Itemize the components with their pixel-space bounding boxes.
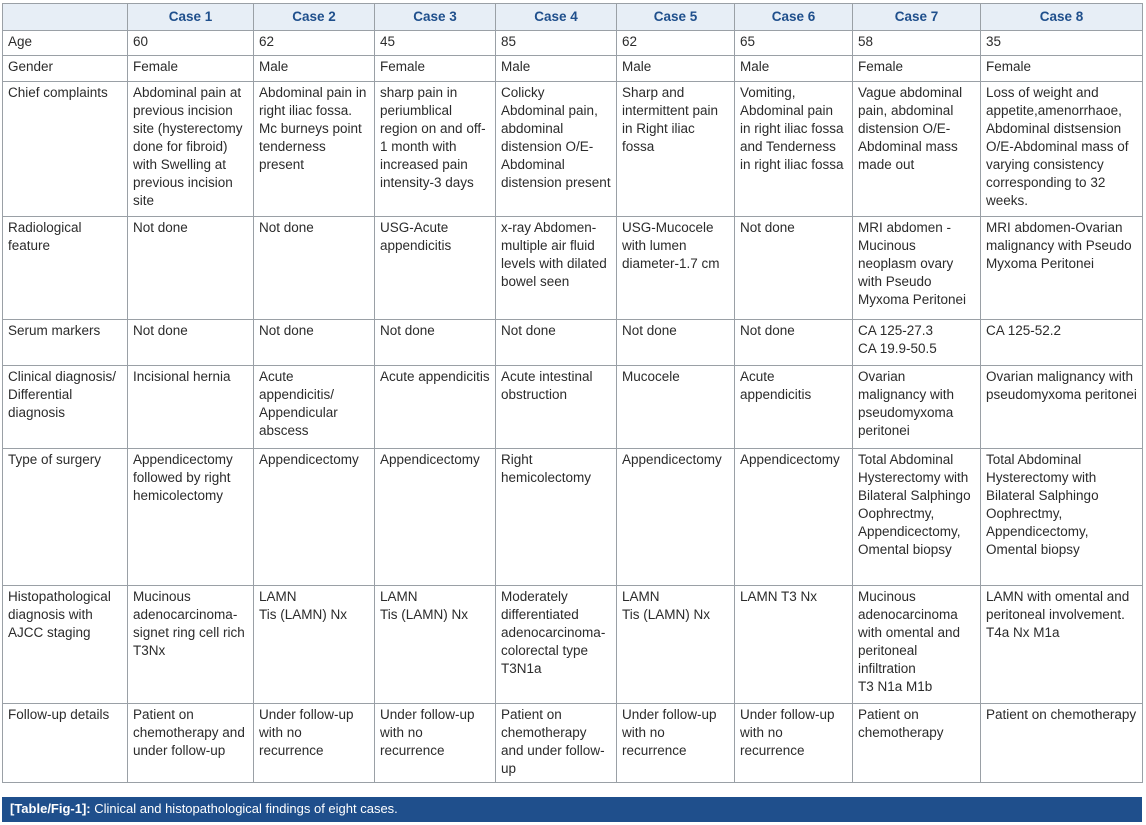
table-container — [2, 3, 1142, 783]
table-row-age — [3, 31, 1143, 56]
cell-age-case-6: 65 — [735, 31, 853, 56]
row-label-gender: Gender — [3, 56, 128, 82]
cell-chief-complaints-case-2: Abdominal pain in right iliac fossa. Mc burneys point tenderness present — [254, 82, 375, 217]
cell-radiological-feature-case-6: Not done — [735, 217, 853, 320]
cell-follow-up-details-case-3: Under follow-up with no recurrence — [375, 704, 496, 783]
cell-clinical-diagnosis-case-1: Incisional hernia — [128, 366, 254, 449]
cell-clinical-diagnosis-case-8: Ovarian malignancy with pseudomyxoma peritonei — [981, 366, 1143, 449]
cell-serum-markers-case-3: Not done — [375, 320, 496, 366]
cell-clinical-diagnosis-case-6: Acute appendicitis — [735, 366, 853, 449]
cell-serum-markers-case-8: CA 125-52.2 — [981, 320, 1143, 366]
cell-type-of-surgery-case-1: Appendicectomy followed by right hemicolectomy — [128, 449, 254, 586]
table-row-type-of-surgery — [3, 449, 1143, 586]
cell-follow-up-details-case-5: Under follow-up with no recurrence — [617, 704, 735, 783]
table-row-serum-markers — [3, 320, 1143, 366]
cell-histopathological-diagnosis-case-8: LAMN with omental and peritoneal involvement. T4a Nx M1a — [981, 586, 1143, 704]
table-caption — [2, 797, 1142, 822]
cell-follow-up-details-case-7: Patient on chemotherapy — [853, 704, 981, 783]
cell-chief-complaints-case-5: Sharp and intermittent pain in Right iliac fossa — [617, 82, 735, 217]
cell-chief-complaints-case-8: Loss of weight and appetite,amenorrhaoe, Abdominal distsension O/E-Abdominal mass of varying consistency corresponding to 32 weeks. — [981, 82, 1143, 217]
cell-radiological-feature-case-8: MRI abdomen-Ovarian malignancy with Pseudo Myxoma Peritonei — [981, 217, 1143, 320]
header-case-7: Case 7 — [853, 4, 981, 31]
cell-type-of-surgery-case-2: Appendicectomy — [254, 449, 375, 586]
cell-follow-up-details-case-8: Patient on chemotherapy — [981, 704, 1143, 783]
header-case-1: Case 1 — [128, 4, 254, 31]
header-case-5: Case 5 — [617, 4, 735, 31]
cell-histopathological-diagnosis-case-3: LAMN Tis (LAMN) Nx — [375, 586, 496, 704]
cell-age-case-5: 62 — [617, 31, 735, 56]
cell-chief-complaints-case-3: sharp pain in periumblical region on and off-1 month with increased pain intensity-3 days — [375, 82, 496, 217]
caption-text: Clinical and histopathological findings of eight cases. — [94, 801, 398, 816]
cell-follow-up-details-case-2: Under follow-up with no recurrence — [254, 704, 375, 783]
cell-gender-case-1: Female — [128, 56, 254, 82]
cell-gender-case-3: Female — [375, 56, 496, 82]
cell-serum-markers-case-1: Not done — [128, 320, 254, 366]
header-case-4: Case 4 — [496, 4, 617, 31]
header-case-8: Case 8 — [981, 4, 1143, 31]
cell-radiological-feature-case-3: USG-Acute appendicitis — [375, 217, 496, 320]
row-label-serum-markers: Serum markers — [3, 320, 128, 366]
cell-radiological-feature-case-2: Not done — [254, 217, 375, 320]
cell-gender-case-8: Female — [981, 56, 1143, 82]
cell-serum-markers-case-2: Not done — [254, 320, 375, 366]
findings-table — [2, 3, 1143, 783]
caption-label: [Table/Fig-1]: — [10, 801, 91, 816]
table-row-gender — [3, 56, 1143, 82]
cell-serum-markers-case-4: Not done — [496, 320, 617, 366]
table-body — [3, 31, 1143, 783]
cell-histopathological-diagnosis-case-2: LAMN Tis (LAMN) Nx — [254, 586, 375, 704]
header-row — [3, 4, 1143, 31]
cell-histopathological-diagnosis-case-1: Mucinous adenocarcinoma-signet ring cell rich T3Nx — [128, 586, 254, 704]
cell-histopathological-diagnosis-case-6: LAMN T3 Nx — [735, 586, 853, 704]
table-row-histopathological-diagnosis — [3, 586, 1143, 704]
cell-histopathological-diagnosis-case-7: Mucinous adenocarcinoma with omental and peritoneal infiltration T3 N1a M1b — [853, 586, 981, 704]
row-label-histopathological-diagnosis: Histopathological diagnosis with AJCC staging — [3, 586, 128, 704]
cell-serum-markers-case-7: CA 125-27.3 CA 19.9-50.5 — [853, 320, 981, 366]
cell-age-case-1: 60 — [128, 31, 254, 56]
cell-gender-case-2: Male — [254, 56, 375, 82]
header-case-2: Case 2 — [254, 4, 375, 31]
cell-radiological-feature-case-7: MRI abdomen -Mucinous neoplasm ovary with Pseudo Myxoma Peritonei — [853, 217, 981, 320]
cell-age-case-8: 35 — [981, 31, 1143, 56]
cell-clinical-diagnosis-case-3: Acute appendicitis — [375, 366, 496, 449]
cell-type-of-surgery-case-4: Right hemicolectomy — [496, 449, 617, 586]
cell-serum-markers-case-6: Not done — [735, 320, 853, 366]
cell-clinical-diagnosis-case-4: Acute intestinal obstruction — [496, 366, 617, 449]
row-label-chief-complaints: Chief complaints — [3, 82, 128, 217]
cell-gender-case-5: Male — [617, 56, 735, 82]
cell-radiological-feature-case-4: x-ray Abdomen-multiple air fluid levels with dilated bowel seen — [496, 217, 617, 320]
cell-serum-markers-case-5: Not done — [617, 320, 735, 366]
cell-histopathological-diagnosis-case-4: Moderately differentiated adenocarcinoma-colorectal type T3N1a — [496, 586, 617, 704]
cell-chief-complaints-case-1: Abdominal pain at previous incision site (hysterectomy done for fibroid) with Swelling at previous incision site — [128, 82, 254, 217]
cell-radiological-feature-case-5: USG-Mucocele with lumen diameter-1.7 cm — [617, 217, 735, 320]
cell-type-of-surgery-case-5: Appendicectomy — [617, 449, 735, 586]
header-case-3: Case 3 — [375, 4, 496, 31]
header-corner — [3, 4, 128, 31]
cell-chief-complaints-case-6: Vomiting, Abdominal pain in right iliac fossa and Tenderness in right iliac fossa — [735, 82, 853, 217]
cell-gender-case-6: Male — [735, 56, 853, 82]
cell-type-of-surgery-case-6: Appendicectomy — [735, 449, 853, 586]
cell-chief-complaints-case-4: Colicky Abdominal pain, abdominal distension O/E-Abdominal distension present — [496, 82, 617, 217]
header-case-6: Case 6 — [735, 4, 853, 31]
table-row-radiological-feature — [3, 217, 1143, 320]
cell-radiological-feature-case-1: Not done — [128, 217, 254, 320]
cell-age-case-3: 45 — [375, 31, 496, 56]
table-row-clinical-diagnosis — [3, 366, 1143, 449]
cell-clinical-diagnosis-case-7: Ovarian malignancy with pseudomyxoma peritonei — [853, 366, 981, 449]
cell-gender-case-7: Female — [853, 56, 981, 82]
cell-clinical-diagnosis-case-2: Acute appendicitis/ Appendicular abscess — [254, 366, 375, 449]
cell-histopathological-diagnosis-case-5: LAMN Tis (LAMN) Nx — [617, 586, 735, 704]
cell-follow-up-details-case-1: Patient on chemotherapy and under follow-up — [128, 704, 254, 783]
cell-age-case-2: 62 — [254, 31, 375, 56]
row-label-age: Age — [3, 31, 128, 56]
cell-follow-up-details-case-4: Patient on chemotherapy and under follow-up — [496, 704, 617, 783]
row-label-radiological-feature: Radiological feature — [3, 217, 128, 320]
cell-clinical-diagnosis-case-5: Mucocele — [617, 366, 735, 449]
cell-age-case-4: 85 — [496, 31, 617, 56]
cell-gender-case-4: Male — [496, 56, 617, 82]
row-label-clinical-diagnosis: Clinical diagnosis/ Differential diagnosis — [3, 366, 128, 449]
table-row-follow-up-details — [3, 704, 1143, 783]
cell-age-case-7: 58 — [853, 31, 981, 56]
cell-follow-up-details-case-6: Under follow-up with no recurrence — [735, 704, 853, 783]
row-label-type-of-surgery: Type of surgery — [3, 449, 128, 586]
cell-type-of-surgery-case-7: Total Abdominal Hysterectomy with Bilateral Salphingo Oophrectmy, Appendicectomy, Omental biopsy — [853, 449, 981, 586]
table-row-chief-complaints — [3, 82, 1143, 217]
cell-type-of-surgery-case-3: Appendicectomy — [375, 449, 496, 586]
cell-chief-complaints-case-7: Vague abdominal pain, abdominal distension O/E-Abdominal mass made out — [853, 82, 981, 217]
cell-type-of-surgery-case-8: Total Abdominal Hysterectomy with Bilateral Salphingo Oophrectmy, Appendicectomy, Omental biopsy — [981, 449, 1143, 586]
row-label-follow-up-details: Follow-up details — [3, 704, 128, 783]
